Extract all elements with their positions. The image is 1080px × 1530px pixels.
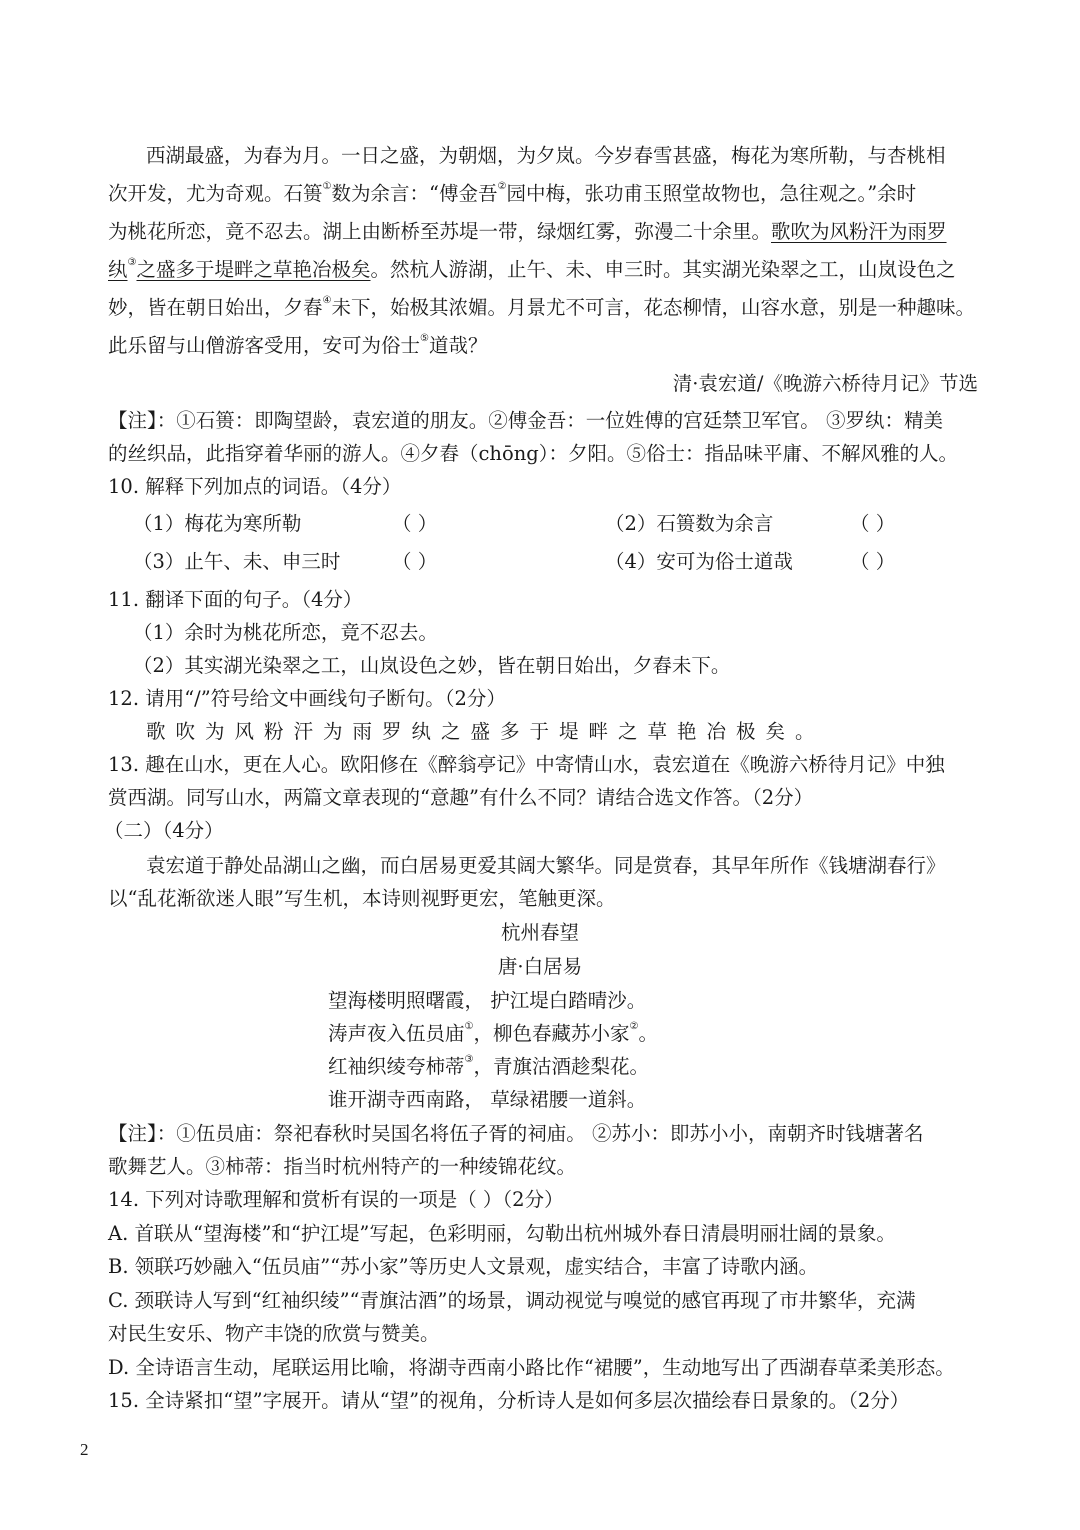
passage-line-5: 妙，皆在朝日始出，夕舂④未下，始极其浓媚。月景尤不可言，花态柳情，山容水意，别是一种趣味。: [108, 295, 975, 319]
q10-item-2: （2）石篑数为余言: [605, 512, 774, 535]
poem-line-3: 红袖织绫夸柿蒂③，青旗沽酒趁梨花。: [328, 1054, 649, 1078]
underlined-sentence-part-1: 歌吹为风粉汗为雨罗: [771, 220, 947, 243]
section2-heading: （二）（4分）: [104, 819, 224, 842]
passage-line-1: 西湖最盛，为春为月。一日之盛，为朝烟，为夕岚。今岁春雪甚盛，梅花为寒所勒，与杏桃相: [146, 144, 946, 167]
q14-option-b[interactable]: B. 领联巧妙融入“伍员庙”“苏小家”等历史人文景观，虚实结合，丰富了诗歌内涵。: [108, 1255, 819, 1278]
note2-line-2: 歌舞艺人。③柿蒂：指当时杭州特产的一种绫锦花纹。: [108, 1155, 577, 1178]
q11-sentence-1: （1）余时为桃花所恋，竟不忍去。: [133, 621, 438, 644]
q11-stem: 11. 翻译下面的句子。（4分）: [108, 588, 363, 611]
section2-intro-1: 袁宏道于静处品湖山之幽，而白居易更爱其阔大繁华。同是赏春，其早年所作《钱塘湖春行》: [146, 854, 946, 877]
q11-sentence-2: （2）其实湖光染翠之工，山岚设色之妙，皆在朝日始出，夕舂未下。: [133, 654, 731, 677]
poem-line-4: 谁开湖寺西南路， 草绿裙腰一道斜。: [328, 1088, 647, 1111]
q10-item-4: （4）安可为俗士道哉: [605, 550, 793, 573]
q10-blank-3[interactable]: （ ）: [392, 550, 438, 573]
q14-option-d[interactable]: D. 全诗语言生动，尾联运用比喻，将湖寺西南小路比作“裙腰”，生动地写出了西湖春草柔美形态。: [108, 1356, 955, 1379]
q10-stem: 10. 解释下列加点的词语。（4分）: [108, 475, 402, 498]
q10-item-3: （3）止午、未、申三时: [133, 550, 341, 573]
note-mark-4: ④: [322, 295, 332, 306]
note-mark-5: ⑤: [420, 333, 429, 344]
q10-blank-4[interactable]: （ ）: [850, 550, 896, 573]
q14-stem: 14. 下列对诗歌理解和赏析有误的一项是（ ）（2分）: [108, 1188, 564, 1211]
q10-blank-2[interactable]: （ ）: [850, 512, 896, 535]
poem-author: 唐·白居易: [497, 955, 583, 978]
poem-mark-3: ③: [464, 1054, 474, 1065]
poem-mark-2: ②: [629, 1021, 639, 1032]
q13-line-2: 赏西湖。同写山水，两篇文章表现的“意趣”有什么不同？请结合选文作答。（2分）: [108, 786, 814, 809]
note1-line-2: 的丝织品，此指穿着华丽的游人。④夕舂（chōng）：夕阳。⑤俗士：指品味平庸、不解风雅的人。: [108, 442, 959, 465]
poem-line-2: 涛声夜入伍员庙①，柳色春藏苏小家②。: [328, 1021, 658, 1045]
note-mark-1: ①: [322, 181, 332, 192]
passage-line-3: 为桃花所恋，竟不忍去。湖上由断桥至苏堤一带，绿烟红雾，弥漫二十余里。歌吹为风粉汗为雨罗: [108, 220, 947, 243]
note-mark-2: ②: [497, 181, 507, 192]
underlined-sentence-part-2: 之盛多于堤畔之草艳冶极矣: [136, 258, 371, 281]
passage-line-2: 次开发，尤为奇观。石篑①数为余言：“傅金吾②园中梅，张功甫玉照堂故物也，急往观之。”余时: [108, 181, 917, 205]
note1-line-1: 【注】：①石篑：即陶望龄，袁宏道的朋友。②傅金吾：一位姓傅的宫廷禁卫军官。 ③罗纨：精美: [108, 409, 943, 432]
page-number: 2: [80, 1440, 89, 1459]
q13-line-1: 13. 趣在山水，更在人心。欧阳修在《醉翁亭记》中寄情山水，袁宏道在《晚游六桥待月记》中独: [108, 753, 945, 776]
q14-option-c-cont: 对民生安乐、物产丰饶的欣赏与赞美。: [108, 1322, 440, 1345]
poem-mark-1: ①: [464, 1021, 474, 1032]
q12-sentence: 歌吹为风粉汗为雨罗纨之盛多于堤畔之草艳冶极矣。: [146, 720, 825, 743]
poem-title: 杭州春望: [500, 921, 579, 944]
section2-intro-2: 以“乱花渐欲迷人眼”写生机，本诗则视野更宏，笔触更深。: [108, 887, 616, 910]
q12-stem: 12. 请用“/”符号给文中画线句子断句。（2分）: [108, 687, 506, 710]
q14-option-a[interactable]: A. 首联从“望海楼”和“护江堤”写起，色彩明丽，勾勒出杭州城外春日清晨明丽壮阔的景象。: [108, 1222, 896, 1245]
note-mark-3: ③: [127, 257, 137, 268]
passage-line-6: 此乐留与山僧游客受用，安可为俗士⑤道哉？: [108, 333, 488, 357]
q14-option-c[interactable]: C. 颈联诗人写到“红袖织绫”“青旗沽酒”的场景，调动视觉与嗅觉的感官再现了市井繁华，充满: [108, 1289, 916, 1312]
q10-blank-1[interactable]: （ ）: [392, 512, 438, 535]
poem-line-1: 望海楼明照曙霞， 护江堤白踏晴沙。: [328, 989, 647, 1012]
passage-source: 清·袁宏道/《晚游六桥待月记》节选: [672, 372, 978, 395]
q10-item-1: （1）梅花为寒所勒: [133, 512, 302, 535]
passage-line-4: 纨③之盛多于堤畔之草艳冶极矣。然杭人游湖，止午、未、申三时。其实湖光染翠之工，山岚设色之: [108, 257, 956, 281]
q15-stem: 15. 全诗紧扣“望”字展开。请从“望”的视角，分析诗人是如何多层次描绘春日景象的。（2分）: [108, 1389, 910, 1412]
note2-line-1: 【注】：①伍员庙：祭祀春秋时吴国名将伍子胥的祠庙。 ②苏小：即苏小小，南朝齐时钱塘著名: [108, 1122, 924, 1145]
